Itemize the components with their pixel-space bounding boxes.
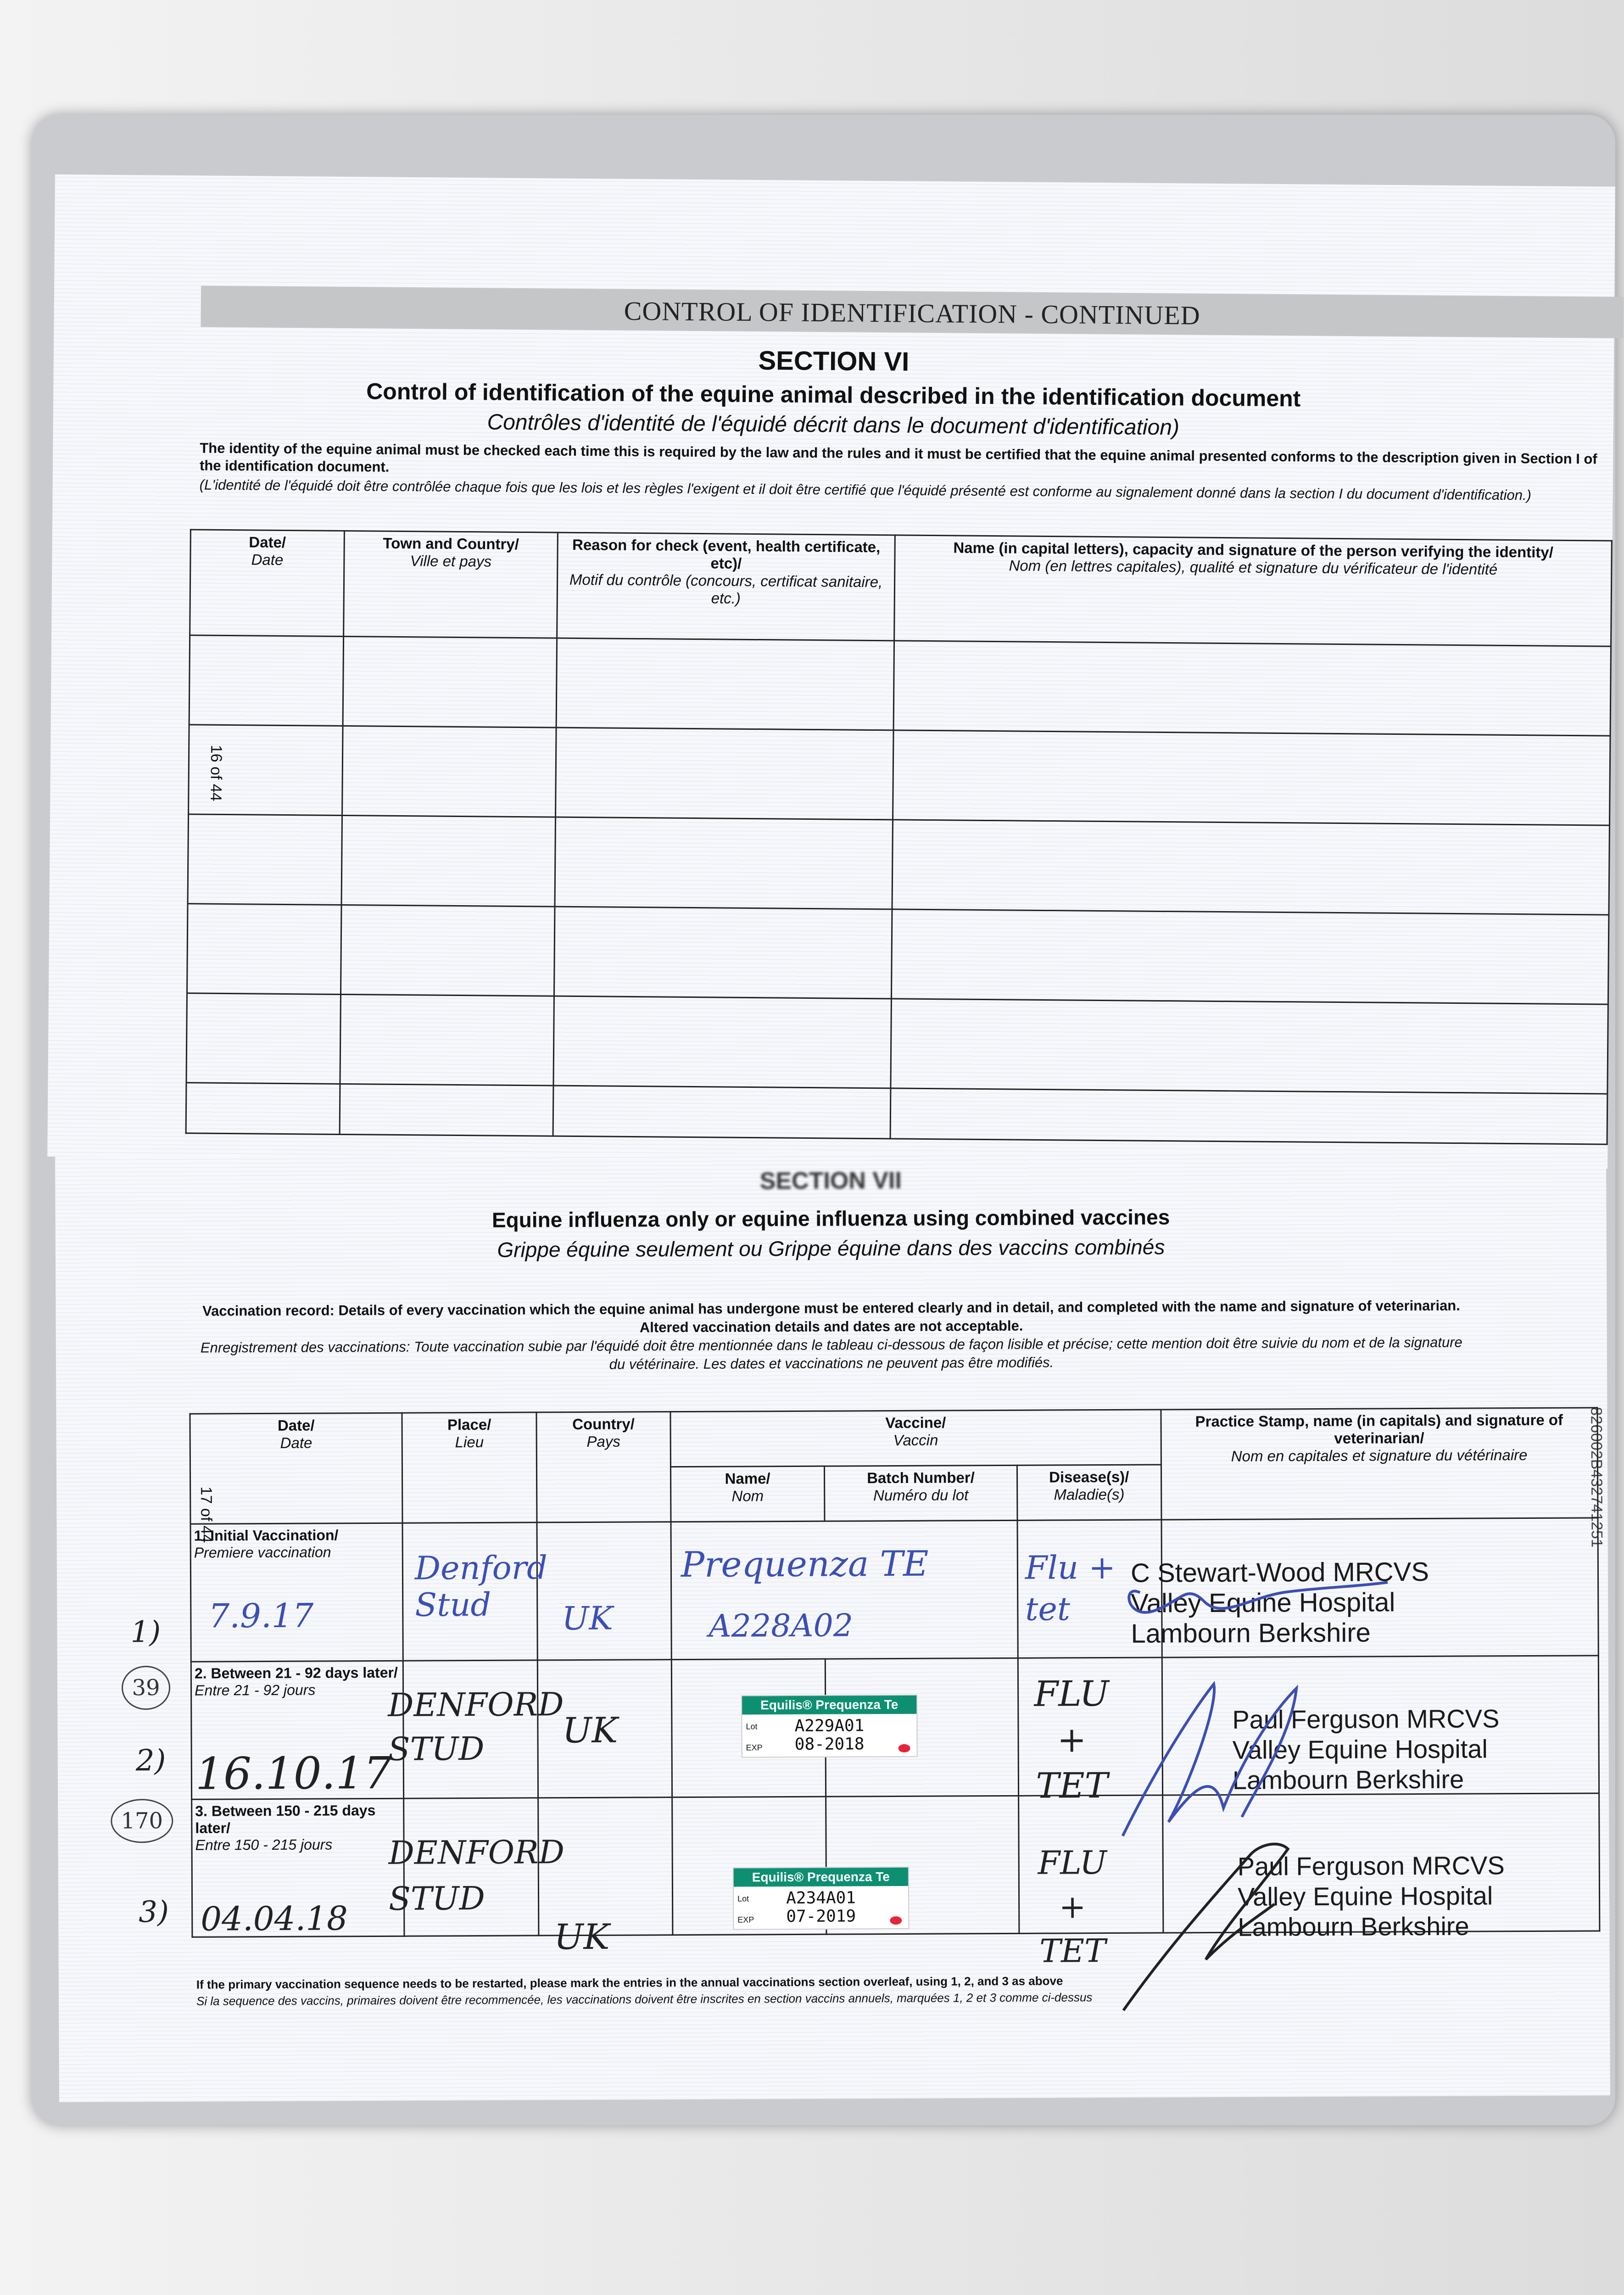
handwritten-vaccine: Prequenza TE [681,1543,929,1585]
identification-check-table [185,529,1613,1145]
handwritten-disease: FLU + TET [1038,1844,1107,1970]
col-date: Date/ Date [190,1413,402,1524]
vet-signature-1 [1112,1555,1434,1639]
col-reason: Reason for check (event, health certificate, etc)/ Motif du contrôle (concours, certificat sanitaire, etc.) [557,532,895,641]
page-title: Equine influenza only or equine influenza using combined vaccines [491,1205,1170,1232]
section-title: SECTION VI [758,346,910,377]
row-label: 3. Between 150 - 215 days later/ Entre 150 - 215 jours [192,1798,405,1937]
handwritten-date: 04.04.18 [201,1899,348,1938]
page-title: Control of identification of the equine animal described in the identification document [366,378,1301,412]
handwritten-date: 16.10.17 [195,1747,392,1800]
intro-en: The identity of the equine animal must be checked each time this is required by the law and the rules and it must be certified that the equine animal presented conforms to the description given in Section I of the identification document. [199,440,1597,475]
table-row [186,993,1608,1094]
margin-mark: 3) [139,1895,169,1930]
top-page [47,174,1615,1169]
col-place: Place/ Lieu [402,1412,536,1523]
col-verifier: Name (in capital letters), capacity and signature of the person verifying the identity/ Nom (en lettres capitales), qualité et signature du vérificateur de l'identité [894,535,1612,646]
intro-fr-2: du vétérinaire. Les dates et vaccinations ne peuvent pas être modifiés. [609,1354,1054,1372]
footnote-en: If the primary vaccination sequence needs to be restarted, please mark the entries in the annual vaccinations section overleaf, using 1, 2, and 3 as above [196,1974,1063,1992]
page-number: 17 of 44 [197,1486,215,1543]
circled-number: 170 [111,1799,173,1843]
row-label: 2. Between 21 - 92 days later/ Entre 21 - 92 jours [191,1661,404,1799]
intro-en-2: Altered vaccination details and dates are not acceptable. [639,1317,1023,1336]
handwritten-country: UK [554,1916,610,1958]
table-row [188,814,1609,915]
handwritten-country: UK [562,1709,618,1751]
margin-mark: 2) [135,1743,166,1778]
table-row [189,725,1610,825]
vet-stamp: C Stewart-Wood MRCVS Valley Equine Hospital Lambourn Berkshire [1130,1556,1429,1649]
col-vaccine: Vaccine/ Vaccin [670,1410,1161,1467]
vaccine-sticker: Equilis® Prequenza Te Lot EXP A229A01 08-2018 [741,1695,918,1758]
table-row [186,1083,1607,1144]
footnote-fr: Si la sequence des vaccins, primaires doivent être recommencée, les vaccinations doivent être inscrites en section vaccins annuels, marquées 1, 2 et 3 comme ci-dessus [196,1990,1093,2008]
bottom-page [55,1150,1610,2102]
handwritten-place: DENFORD STUD [388,1833,565,1918]
col-disease: Disease(s)/ Maladie(s) [1017,1465,1161,1520]
col-date: Date/ Date [190,530,345,637]
handwritten-country: UK [562,1599,613,1638]
intro-fr: (L'identité de l'équidé doit être contrôlée chaque fois que les lois et les règles l'exigent et il doit être certifié que l'équidé présenté est conforme au signalement donné dans la section I du document d'identification.) [199,476,1532,504]
intro-fr: Enregistrement des vaccinations: Toute vaccination subie par l'équidé doit être mentionnée dans le tableau ci-dessous de façon lisible et précise; cette mention doit être suivie du nom et de la signature [200,1334,1462,1356]
vet-stamp: Paul Ferguson MRCVS Valley Equine Hospital Lambourn Berkshire [1232,1704,1500,1795]
handwritten-place: DENFORD STUD [388,1685,564,1768]
row-label: 1. Initial Vaccination/ Premiere vaccination [190,1523,403,1662]
section-title: SECTION VII [759,1167,902,1195]
table-row [187,904,1608,1004]
handwritten-batch: A228A02 [709,1607,854,1645]
col-vaccine-name: Name/ Nom [671,1466,825,1522]
banner: CONTROL OF IDENTIFICATION - CONTINUED [201,286,1624,338]
handwritten-disease: FLU + TET [1034,1673,1109,1806]
handwritten-disease: Flu + tet [1025,1548,1116,1628]
page-number: 16 of 44 [207,744,225,801]
handwritten-date: 7.9.17 [208,1596,314,1635]
col-stamp: Practice Stamp, name (in capitals) and signature of veterinarian/ Nom en capitales et signature du vétérinaire [1161,1408,1598,1520]
circled-number: 39 [122,1666,170,1710]
side-code: 826002B432741251 [1587,1407,1606,1548]
vet-signature-2 [1104,1670,1343,1845]
vet-signature-3 [1113,1826,1353,2020]
table-row [189,635,1611,736]
col-town: Town and Country/ Ville et pays [344,531,558,638]
page-title-fr: Grippe équine seulement ou Grippe équine dans des vaccins combinés [497,1235,1165,1262]
handwritten-place: Denford Stud [414,1549,548,1624]
vaccine-sticker: Equilis® Prequenza Te Lot EXP A234A01 07-2019 [733,1867,910,1930]
intro-en: Vaccination record: Details of every vaccination which the equine animal has undergone must be entered clearly and in detail, and completed with the name and signature of veterinarian. [202,1297,1460,1319]
vet-stamp: Paul Ferguson MRCVS Valley Equine Hospital Lambourn Berkshire [1237,1851,1505,1942]
page-title-fr: Contrôles d'identité de l'équidé décrit dans le document d'identification) [487,410,1180,440]
col-batch: Batch Number/ Numéro du lot [824,1465,1017,1521]
col-country: Country/ Pays [536,1412,671,1523]
margin-mark: 1) [130,1615,161,1650]
